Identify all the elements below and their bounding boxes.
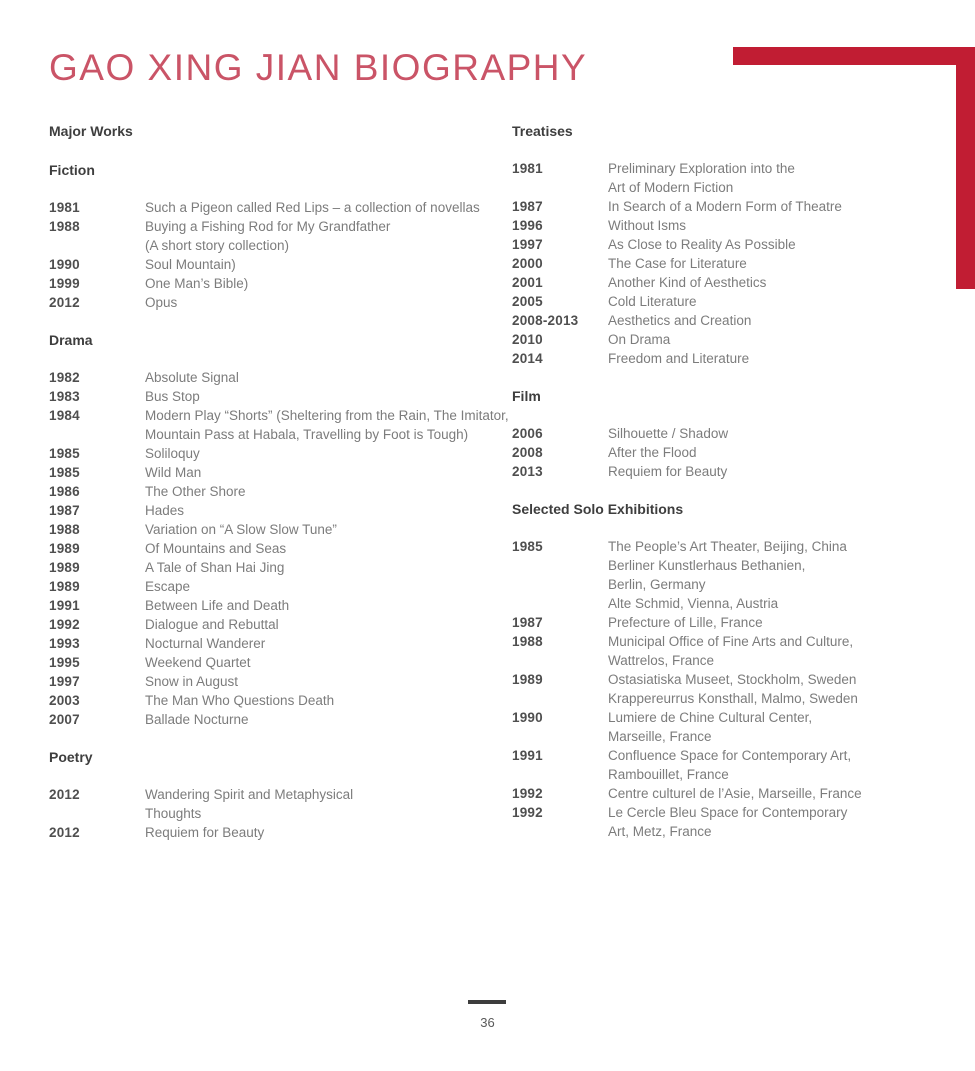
entry-year: 1993 [49, 636, 80, 651]
entry-year: 1987 [512, 199, 543, 214]
entry-row [49, 577, 512, 596]
entry-row [512, 632, 926, 651]
entry-title: A Tale of Shan Hai Jing [145, 560, 285, 575]
entry-year [512, 651, 608, 670]
entry-year [512, 556, 608, 575]
entry-year: 1999 [49, 276, 80, 291]
entry-title: Berliner Kunstlerhaus Bethanien, [608, 558, 806, 573]
entry-year: 1984 [49, 408, 80, 423]
entry-title: Another Kind of Aesthetics [608, 275, 767, 290]
entry-row [512, 159, 926, 178]
entry-row [49, 558, 512, 577]
entry-row [512, 651, 926, 670]
entry-row [49, 615, 512, 634]
entry-year: 1988 [49, 522, 80, 537]
entry-year: 1989 [512, 672, 543, 687]
entry-title: Wandering Spirit and Metaphysical [145, 787, 354, 802]
entry-title: Thoughts [145, 806, 202, 821]
entry-row [49, 596, 512, 615]
entry-row [49, 198, 512, 217]
entry-year: 2010 [512, 332, 543, 347]
entry-title: Between Life and Death [145, 598, 290, 613]
entry-year: 1983 [49, 389, 80, 404]
entry-title: Marseille, France [608, 729, 712, 744]
entry-title: Berlin, Germany [608, 577, 706, 592]
entry-year: 1982 [49, 370, 80, 385]
entry-row [49, 823, 512, 842]
entry-row [49, 653, 512, 672]
entry-year [512, 575, 608, 594]
entry-title: Ostasiatiska Museet, Stockholm, Sweden [608, 672, 857, 687]
entry-row [49, 785, 512, 804]
entry-title: On Drama [608, 332, 671, 347]
entry-row [512, 822, 926, 841]
entry-row [512, 727, 926, 746]
entry-year: 2014 [512, 351, 543, 366]
section-fiction [49, 161, 512, 312]
entry-year: 2006 [512, 426, 543, 441]
entry-row [49, 804, 512, 823]
entry-row [49, 236, 512, 255]
entry-year: 1992 [49, 617, 80, 632]
entry-row [512, 689, 926, 708]
entry-row [512, 235, 926, 254]
entry-title: Le Cercle Bleu Space for Contemporary [608, 805, 848, 820]
page-title: GAO XING JIAN BIOGRAPHY [49, 47, 588, 88]
entry-year [49, 236, 145, 255]
page-number: 36 [480, 1015, 495, 1030]
left-column-sections [49, 161, 512, 842]
entry-year: 1989 [49, 541, 80, 556]
entry-title: As Close to Reality As Possible [608, 237, 796, 252]
entry-title: Art of Modern Fiction [608, 180, 734, 195]
entry-row [512, 349, 926, 368]
entry-row [512, 613, 926, 632]
entry-title: Weekend Quartet [145, 655, 251, 670]
entry-title: Nocturnal Wanderer [145, 636, 266, 651]
entry-year [512, 822, 608, 841]
entry-row [512, 311, 926, 330]
corner-accent-horizontal-bar [733, 47, 975, 65]
entry-row [512, 254, 926, 273]
entry-year: 1987 [49, 503, 80, 518]
entry-year: 1990 [49, 257, 80, 272]
entry-year: 1986 [49, 484, 80, 499]
entry-row [512, 462, 926, 481]
entry-title: Requiem for Beauty [145, 825, 265, 840]
entry-title: Wild Man [145, 465, 202, 480]
entry-title: Bus Stop [145, 389, 200, 404]
entry-title: Rambouillet, France [608, 767, 729, 782]
section-poetry [49, 748, 512, 842]
entry-title: One Man’s Bible) [145, 276, 249, 291]
entry-title: The Man Who Questions Death [145, 693, 335, 708]
section-selected-solo-exhibitions [512, 500, 926, 841]
major-works-heading: Major Works [49, 123, 133, 139]
corner-accent-vertical-bar [956, 65, 975, 289]
entry-row [49, 255, 512, 274]
entry-year: 2013 [512, 464, 543, 479]
entry-year: 2012 [49, 825, 80, 840]
entry-title: Municipal Office of Fine Arts and Culture, [608, 634, 854, 649]
section-heading-treatises: Treatises [512, 123, 573, 139]
entry-year: 2005 [512, 294, 543, 309]
entry-row [512, 424, 926, 443]
entry-title: Confluence Space for Contemporary Art, [608, 748, 852, 763]
entry-title: Prefecture of Lille, France [608, 615, 763, 630]
entry-title: The People’s Art Theater, Beijing, China [608, 539, 847, 554]
entry-row [49, 463, 512, 482]
entry-title: Variation on “A Slow Slow Tune” [145, 522, 337, 537]
entry-year: 1985 [49, 465, 80, 480]
entry-year: 1997 [49, 674, 80, 689]
entry-title: Buying a Fishing Rod for My Grandfather [145, 219, 391, 234]
entry-year: 2001 [512, 275, 543, 290]
entry-title: Absolute Signal [145, 370, 239, 385]
entry-title: Art, Metz, France [608, 824, 712, 839]
entry-row [49, 482, 512, 501]
entry-title: Modern Play “Shorts” (Sheltering from the Rain, The Imitator, [145, 408, 509, 423]
entry-title: Ballade Nocturne [145, 712, 249, 727]
entry-row [512, 197, 926, 216]
section-heading-poetry: Poetry [49, 749, 93, 765]
entry-row [49, 672, 512, 691]
entry-year [512, 178, 608, 197]
content-columns [49, 122, 926, 842]
entry-year: 1991 [512, 748, 543, 763]
entry-row [49, 387, 512, 406]
entry-year [512, 727, 608, 746]
section-heading-film: Film [512, 388, 541, 404]
entry-row [49, 520, 512, 539]
entry-year: 1981 [512, 161, 543, 176]
entry-row [512, 330, 926, 349]
entry-title: The Case for Literature [608, 256, 747, 271]
left-column [49, 122, 512, 842]
entry-row [512, 803, 926, 822]
entry-year [49, 804, 145, 823]
entry-title: Centre culturel de l’Asie, Marseille, France [608, 786, 862, 801]
entry-row [49, 444, 512, 463]
entry-year: 1991 [49, 598, 80, 613]
entry-row [49, 217, 512, 236]
entry-title: Escape [145, 579, 191, 594]
section-treatises [512, 122, 926, 368]
entry-row [49, 368, 512, 387]
right-column [512, 122, 926, 842]
entry-title: After the Flood [608, 445, 697, 460]
entry-year: 2012 [49, 295, 80, 310]
entry-year: 2003 [49, 693, 80, 708]
entry-year: 1992 [512, 786, 543, 801]
section-heading-drama: Drama [49, 332, 93, 348]
entry-year: 2000 [512, 256, 543, 271]
entry-row [49, 634, 512, 653]
entry-title: Aesthetics and Creation [608, 313, 752, 328]
entry-year: 1992 [512, 805, 543, 820]
entry-title: In Search of a Modern Form of Theatre [608, 199, 842, 214]
entry-title: Alte Schmid, Vienna, Austria [608, 596, 779, 611]
entry-title: Opus [145, 295, 178, 310]
entry-title: Such a Pigeon called Red Lips – a collection of novellas [145, 200, 480, 215]
entry-title: Hades [145, 503, 185, 518]
entry-row [512, 178, 926, 197]
entry-title: Of Mountains and Seas [145, 541, 287, 556]
entry-title: Snow in August [145, 674, 239, 689]
entry-year: 1997 [512, 237, 543, 252]
entry-row [49, 274, 512, 293]
entry-title: Soliloquy [145, 446, 200, 461]
footer-rule [468, 1000, 506, 1004]
entry-title: Soul Mountain) [145, 257, 236, 272]
entry-row [512, 575, 926, 594]
entry-year: 2012 [49, 787, 80, 802]
entry-row [49, 691, 512, 710]
entry-row [512, 216, 926, 235]
entry-title: Wattrelos, France [608, 653, 715, 668]
entry-year: 2008 [512, 445, 543, 460]
entry-year [512, 689, 608, 708]
entry-row [49, 501, 512, 520]
section-film [512, 387, 926, 481]
entry-title: Cold Literature [608, 294, 697, 309]
entry-row [512, 273, 926, 292]
entry-title: Freedom and Literature [608, 351, 750, 366]
entry-row [49, 293, 512, 312]
entry-title: (A short story collection) [145, 238, 290, 253]
section-heading-fiction: Fiction [49, 162, 95, 178]
entry-row [49, 710, 512, 729]
entry-row [512, 784, 926, 803]
entry-row [49, 425, 512, 444]
entry-year: 1988 [49, 219, 80, 234]
entry-title: Without Isms [608, 218, 687, 233]
entry-row [512, 765, 926, 784]
entry-year: 1996 [512, 218, 543, 233]
entry-row [49, 539, 512, 558]
entry-title: Mountain Pass at Habala, Travelling by Foot is Tough) [145, 427, 469, 442]
entry-title: Lumiere de Chine Cultural Center, [608, 710, 813, 725]
entry-row [512, 292, 926, 311]
entry-year: 2007 [49, 712, 80, 727]
entry-year: 1985 [512, 539, 543, 554]
entry-year: 1985 [49, 446, 80, 461]
entry-title: The Other Shore [145, 484, 246, 499]
section-drama [49, 331, 512, 729]
entry-row [512, 708, 926, 727]
entry-row [512, 443, 926, 462]
entry-year [512, 594, 608, 613]
entry-year: 2008-2013 [512, 313, 579, 328]
entry-row [512, 537, 926, 556]
entry-row [512, 746, 926, 765]
entry-row [512, 556, 926, 575]
entry-title: Dialogue and Rebuttal [145, 617, 279, 632]
section-heading-selected-solo-exhibitions: Selected Solo Exhibitions [512, 501, 684, 517]
entry-year [49, 425, 145, 444]
entry-year: 1988 [512, 634, 543, 649]
entry-year: 1989 [49, 579, 80, 594]
entry-title: Preliminary Exploration into the [608, 161, 795, 176]
entry-year: 1995 [49, 655, 80, 670]
entry-row [49, 406, 512, 425]
entry-title: Requiem for Beauty [608, 464, 728, 479]
entry-title: Krappereurrus Konsthall, Malmo, Sweden [608, 691, 858, 706]
entry-row [512, 594, 926, 613]
entry-year: 1990 [512, 710, 543, 725]
entry-year: 1987 [512, 615, 543, 630]
entry-title: Silhouette / Shadow [608, 426, 729, 441]
entry-year [512, 765, 608, 784]
entry-row [512, 670, 926, 689]
entry-year: 1981 [49, 200, 80, 215]
entry-year: 1989 [49, 560, 80, 575]
